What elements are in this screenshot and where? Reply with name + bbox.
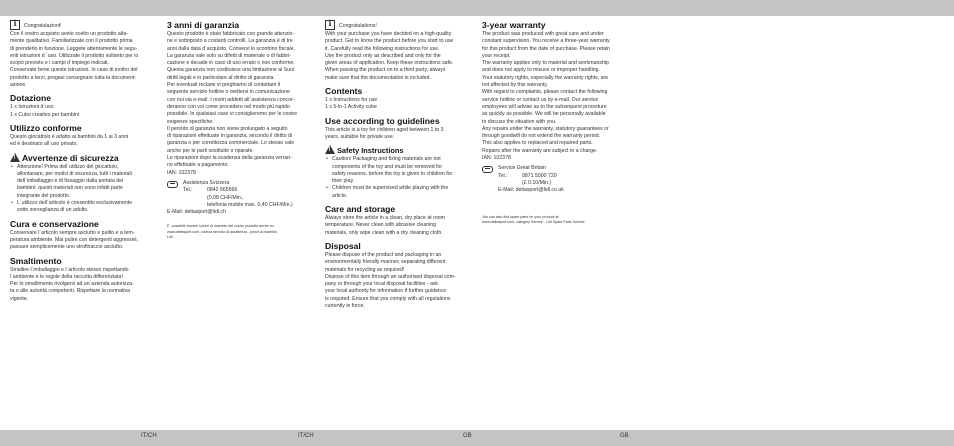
list-item <box>325 185 471 200</box>
text-line: prodotto a terzi, pregasi consegnare tutta la document- <box>10 74 137 81</box>
text-line: Smaltire l´imballaggio e l´articolo stesso rispettando <box>10 266 129 273</box>
service-block <box>167 180 313 209</box>
text-line: www.deltasport.com, category Service - Lidl Spare Parts Service <box>482 219 585 224</box>
text-line: (£ 0.10/Min.) <box>522 179 552 186</box>
text-line: passare semplicemente uno strofinaccio asciutto. <box>10 244 124 251</box>
text-line: for this product from the date of purchase. Please retain <box>482 45 611 52</box>
service-name: Service Great Britain <box>498 165 546 172</box>
top-bar <box>0 0 954 16</box>
text-line: possibile. In qualsiasi caso vi consiglieremo per le vostre <box>167 111 298 118</box>
text-line: as quickly as possible. We will be personally available <box>482 111 606 118</box>
text-line: The warranty applies only to material and workmanship <box>482 60 609 67</box>
safety-list <box>325 156 471 200</box>
text-line: azione. <box>10 82 27 89</box>
heading-text: Safety Instructions <box>337 146 404 156</box>
text-line: 1 x Instructions for use <box>325 97 378 104</box>
section-heading: Disposal <box>325 240 361 251</box>
section-heading: Dotazione <box>10 93 52 104</box>
text-line: con noi via e-mail. I nostri addetti all´assistenza concor- <box>167 96 295 103</box>
phone-number: 0842 665566 <box>207 187 238 194</box>
page-language-label: IT/CH <box>141 433 157 439</box>
text-line: constant supervision. You receive a three-year warranty <box>482 38 610 45</box>
text-line: Please dispose of the product and packaging in an <box>325 251 442 258</box>
text-line: to discuss the situation with you. <box>482 118 557 125</box>
text-line: is required. Ensure that you comply with all regulations <box>325 295 451 302</box>
text-line: (0,08 CHF/Min., <box>207 194 244 201</box>
text-line: di prenderlo in funzione. Leggete attentamente le segu- <box>10 45 138 52</box>
text-line: vigente. <box>10 295 29 302</box>
text-line: no effettuate a pagamento. <box>167 162 229 169</box>
text-line: article. <box>332 192 348 199</box>
section-heading: Care and storage <box>325 204 396 215</box>
text-line: esigenze specifiche. <box>167 118 214 125</box>
text-line: cazione e decade in caso di uso errato o non conforme. <box>167 60 295 67</box>
text-line: components of the toy and must be removed for <box>332 163 443 170</box>
section-heading: Use according to guidelines <box>325 115 440 126</box>
text-line: E´ possibile trovare i pezzi di ricambio del vostro prodotto anche su <box>167 224 274 229</box>
text-line: Il periodo di garanzia non viene prolungato a seguito <box>167 125 288 132</box>
text-line: allontanare, per motivi di sicurezza, tutti i materiali <box>17 170 132 177</box>
text-line: • Caution! Packaging and fixing materials are not <box>332 156 441 163</box>
list-item <box>10 200 156 215</box>
text-line: Questa garanzia non costituisce una limitazione ai Suoi <box>167 67 295 74</box>
text-line: it. Carefully read the following instructions for use. <box>325 45 440 52</box>
section-heading: Contents <box>325 86 363 97</box>
it-right-column <box>167 20 313 240</box>
section-heading <box>325 145 471 155</box>
text-line: Always store the article in a clean, dry place at room <box>325 215 445 222</box>
list-item <box>325 156 471 185</box>
text-line: Per lo smaltimento rivolgersi ad un´azienda autorizza- <box>10 281 134 288</box>
text-line: The product was produced with great care and under <box>482 31 604 37</box>
note-label: Congratulations! <box>339 22 377 29</box>
text-line: • Attenzione! Prima dell´utilizzo del giocattolo, <box>17 163 119 170</box>
text-line: their play. <box>332 178 355 185</box>
service-name: Assistenza Svizzera <box>183 179 230 186</box>
text-line: • L´utilizzo dell´articolo è consentito esclusivamente <box>17 200 133 207</box>
text-line: product. Get to know the product before you start to use <box>325 38 454 45</box>
text-line: Questo prodotto è stato fabbricato con grande attenzio- <box>167 31 295 37</box>
gb-right-column <box>482 20 628 225</box>
text-line: 1 x 5-in-1 Activity cube <box>325 104 377 111</box>
intro-text <box>10 31 156 89</box>
note-header <box>10 20 156 30</box>
info-icon <box>10 20 20 30</box>
tel-row <box>498 173 564 188</box>
text-line: temperature. Never clean with abrasive cleaning <box>325 222 437 229</box>
service-hotline-icon <box>482 166 493 173</box>
text-line: www.deltasport.com, rubrica servizio di assistenza - pezzi di ricambio <box>167 229 278 234</box>
service-block <box>482 165 628 194</box>
text-line: ta o alle autorità competenti. Rispettare la normativa <box>10 288 130 295</box>
text-line: materials, only wipe clean with a dry cleaning cloth. <box>325 229 443 236</box>
text-line: This article is a toy for children aged between 1 to 3 <box>325 126 444 133</box>
email-label: E-Mail: <box>167 209 184 216</box>
text-line: your receipt. <box>482 52 511 59</box>
text-line: currently in force. <box>325 303 365 310</box>
note-header <box>325 20 471 30</box>
email-label: E-Mail: <box>498 187 515 194</box>
text-line: service hotline or contact us by e-mail. Our service <box>482 96 599 103</box>
text-line: di riparazioni effettuate in garanzia, secondo il diritto di <box>167 133 293 140</box>
text-line: enti istruzioni d ´uso. Utilizzate il prodotto soltanto per lo <box>10 52 139 59</box>
text-line: seguente servizio hotline o mettervi in comunicazione <box>167 89 290 96</box>
text-line: and does not apply to misuse or improper handling. <box>482 67 600 74</box>
text-line: With your purchase you have decided on a high-quality <box>325 31 452 37</box>
text-line: • Children must be supervised while playing with the <box>332 185 449 192</box>
text-line: not affected by this warranty. <box>482 82 548 89</box>
section-heading: 3 anni di garanzia <box>167 20 240 30</box>
text-line: integrante del prodotto. <box>17 192 71 199</box>
warning-icon <box>10 153 20 162</box>
text-line: safety reasons, before the toy is given to children for <box>332 170 453 177</box>
text-line: 1 x Cubo creativo per bambini <box>10 111 79 118</box>
text-line: employees will advise as to the subsequent procedure <box>482 103 607 110</box>
text-line: anche per le parti sostituite o riparate. <box>167 147 254 154</box>
warning-icon <box>325 145 335 154</box>
text-line: your local authority for information if further guidance <box>325 288 447 295</box>
text-line: dell´imballaggio e di fissaggio dalla portata dei <box>17 178 124 185</box>
text-line: bambini: questi materiali non sono infatti parte <box>17 185 123 192</box>
text-line: make sure that the documentation is included. <box>325 74 431 81</box>
it-left-column <box>10 20 156 303</box>
text-line: Any repairs under the warranty, statutory guarantees or <box>482 125 609 132</box>
text-line: telefonia mobile max. 0,40 CHF/Min.) <box>207 201 293 208</box>
text-line: anni dalla data d´acquisto. Conservi lo scontrino fiscale. <box>167 45 296 52</box>
text-line: Dispose of this item through an authorised disposal com- <box>325 273 456 280</box>
intro-text <box>325 31 471 82</box>
text-line: environmentally friendly manner, separating different <box>325 259 446 266</box>
text-line: scopo previsto e i campi d´impiego indicati. <box>10 60 109 67</box>
text-line: ed è destinato all´uso privato. <box>10 141 78 148</box>
text-line: pany or through your local disposal facilities - ask <box>325 281 439 288</box>
tel-row <box>183 187 293 209</box>
text-line: Conservare l´articolo sempre asciutto e pulito e a tem- <box>10 229 135 236</box>
text-line: IAN: 102378 <box>167 169 196 176</box>
text-line: years, suitable for private use. <box>325 133 395 140</box>
text-line: Conservate bene queste istruzioni. In caso di inoltro del <box>10 67 138 74</box>
text-line: mente qualitativo. Familiarizzate con il prodotto prima <box>10 38 133 45</box>
text-line: deranno con voi come procedere nel modo più rapido <box>167 103 290 110</box>
email-row <box>498 187 564 194</box>
section-heading: 3-year warranty <box>482 20 546 30</box>
text-line: With regard to complaints, please contact the following <box>482 89 608 96</box>
safety-list <box>10 164 156 215</box>
text-line: Le riparazioni dopo la scadenza della garanzia verran- <box>167 155 292 162</box>
tel-label: Tel.: <box>183 187 193 194</box>
text-line: Per eventuali reclami vi preghiamo di contattare il <box>167 82 281 89</box>
page-language-label: GB <box>463 433 472 439</box>
page-language-label: IT/CH <box>298 433 314 439</box>
section-heading: Utilizzo conforme <box>10 122 82 133</box>
spare-parts-note <box>482 215 628 225</box>
text-line: Your statutory rights, especially the warranty rights, are <box>482 74 609 81</box>
text-line: diritti legali e in particolare al diritto di garanzia. <box>167 74 275 81</box>
text-line: Repairs after the warranty are subject to a charge. <box>482 147 598 154</box>
text-line: IAN: 102378 <box>482 155 511 162</box>
text-line: When passing the product on to a third party, always <box>325 67 446 74</box>
text-line: You can also find spare parts for your product at: <box>482 214 560 219</box>
text-line: sotto sorveglianza di un adulto. <box>17 207 89 214</box>
text-line: materials for recycling as required! <box>325 266 405 273</box>
text-line: 1 x Istruzioni d´uso <box>10 104 54 111</box>
section-heading: Smaltimento <box>10 255 62 266</box>
text-line: Lidl <box>167 234 173 239</box>
text-line: Con il vostro acquisto avete scelto un prodotto alta- <box>10 31 128 37</box>
text-line: l´ambiente e le regole della raccolta differenziata! <box>10 273 123 280</box>
text-line: La garanzia vale solo su difetti di materiale o di fabbri- <box>167 52 291 59</box>
spare-parts-note <box>167 224 313 240</box>
note-label: Congratulazioni! <box>24 22 62 29</box>
text-line: given areas of application. Keep these instructions safe. <box>325 60 454 67</box>
text-line: through goodwill do not extend the warranty period. <box>482 133 600 140</box>
section-heading: Cura e conservazione <box>10 218 99 229</box>
text-line: garanzia o per correttezza commerciale. Lo stesso vale <box>167 140 295 147</box>
gb-left-column <box>325 20 471 310</box>
page-language-label: GB <box>620 433 629 439</box>
tel-label: Tel.: <box>498 172 508 179</box>
list-item <box>10 164 156 200</box>
section-heading <box>10 153 156 163</box>
email-row <box>167 209 313 216</box>
info-icon <box>325 20 335 30</box>
text-line: Use the product only as described and only for the <box>325 52 441 59</box>
phone-number: 0871 5000 720 <box>522 172 557 179</box>
heading-text: Avvertenze di sicurezza <box>22 152 119 163</box>
email-address: deltasport@lidl.ch <box>184 209 226 216</box>
text-line: Questo giocattolo è adatto ai bambini da 1 ai 3 anni <box>10 133 129 140</box>
email-address: deltasport@lidl.co.uk <box>515 187 564 194</box>
text-line: ne e sottoposto a costanti controlli. La garanzia è di tre <box>167 38 293 45</box>
text-line: peratura ambiente. Mai pulire con detergenti aggressivi, <box>10 236 139 243</box>
service-hotline-icon <box>167 181 178 188</box>
text-line: This also applies to replaced and repaired parts. <box>482 140 593 147</box>
